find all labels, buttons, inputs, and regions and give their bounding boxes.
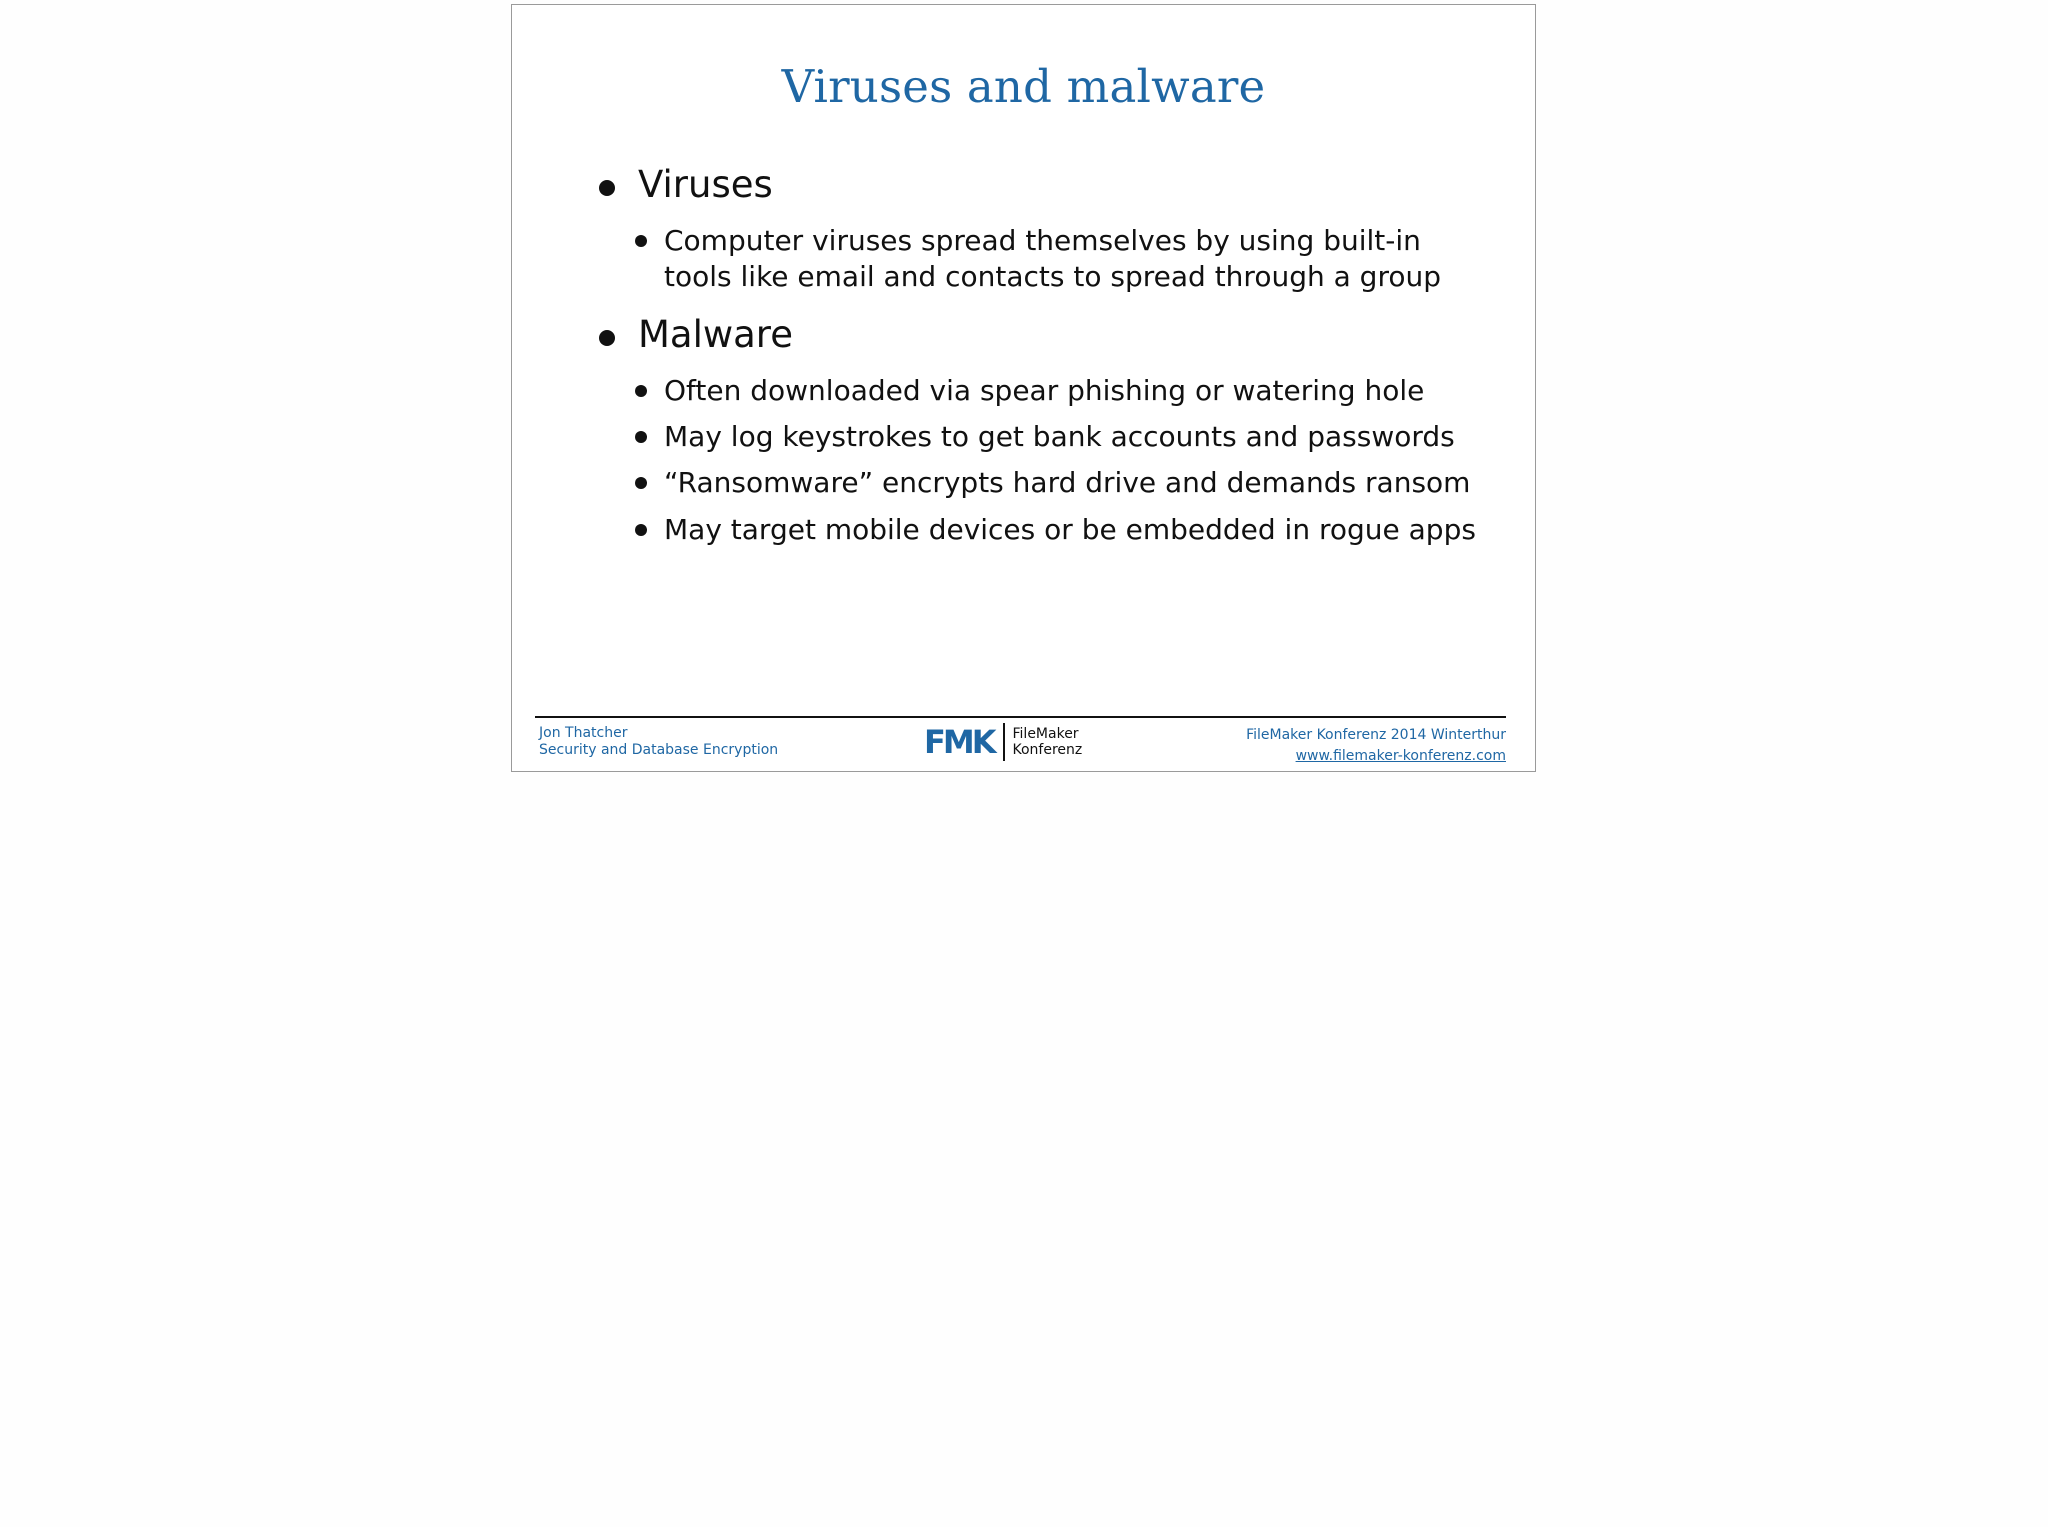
bullet-point [664,419,1455,455]
bullet-point [664,465,1470,501]
footer-event: FileMaker Konferenz 2014 Winterthur [1246,727,1506,743]
bullet-dot [635,385,647,397]
bullet-heading-label: Malware [638,313,793,356]
bullet-heading-label: Viruses [638,163,773,206]
footer-right [1246,725,1506,767]
bullet-point-line: tools like email and contacts to spread through a group [664,260,1441,293]
bullet-heading-viruses [638,163,773,206]
bullet-point-line: May log keystrokes to get bank accounts and passwords [664,420,1455,453]
bullet-dot [635,477,647,489]
logo-mark: FMK [924,723,994,761]
bullet-point [664,512,1476,548]
bullet-dot [635,431,647,443]
logo-text [1013,726,1083,758]
fmk-logo [924,721,1082,763]
footer-talk-title: Security and Database Encryption [539,742,779,758]
bullet-point-line: “Ransomware” encrypts hard drive and demands ransom [664,466,1471,499]
bullet-dot [599,180,615,196]
footer-website-link[interactable]: www.filemaker-konferenz.com [1295,748,1506,764]
bullet-point-line: May target mobile devices or be embedded in rogue apps [664,513,1476,546]
bullet-dot [635,524,647,536]
bullet-point-line: Computer viruses spread themselves by using built-in [664,224,1421,257]
bullet-point [664,223,1441,295]
logo-text-line: Konferenz [1012,742,1083,758]
footer-divider [535,716,1506,718]
bullet-point [664,373,1424,409]
logo-text-line: FileMaker [1012,726,1079,742]
bullet-dot [599,330,615,346]
bullet-heading-malware [638,313,793,356]
slide [511,4,1536,772]
bullet-dot [635,235,647,247]
footer-left [539,725,778,759]
footer-author: Jon Thatcher [539,725,628,741]
bullet-point-line: Often downloaded via spear phishing or watering hole [664,374,1425,407]
slide-title: Viruses and malware [781,60,1266,113]
logo-divider [1003,723,1005,761]
